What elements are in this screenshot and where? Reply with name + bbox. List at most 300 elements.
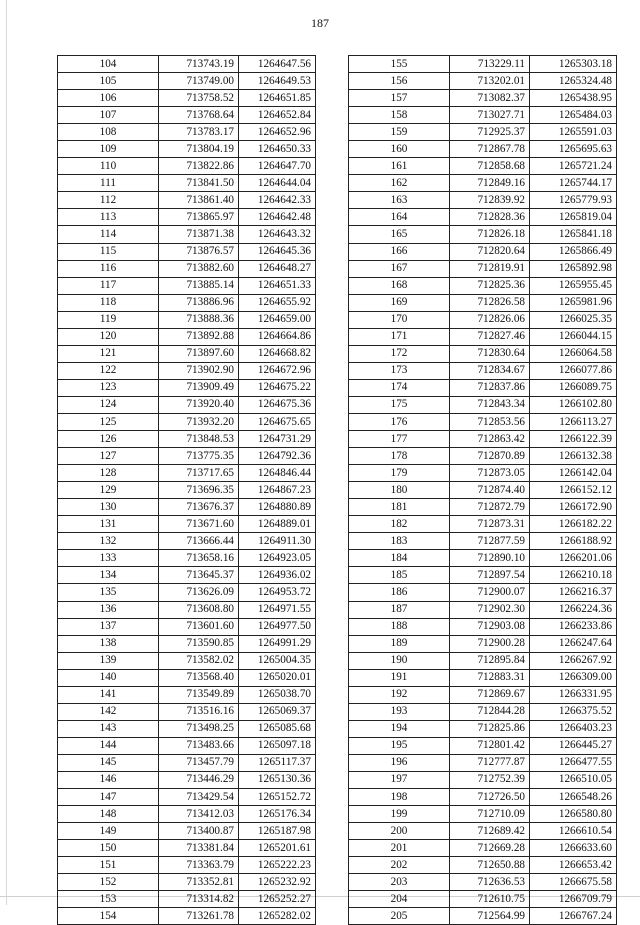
point-number-cell: 144 xyxy=(58,737,159,754)
table-row xyxy=(58,669,316,686)
y-coordinate-cell: 1264659.00 xyxy=(239,311,316,328)
point-number-cell: 172 xyxy=(349,345,450,362)
table-row xyxy=(58,396,316,413)
table-row xyxy=(58,789,316,806)
x-coordinate-cell: 713902.90 xyxy=(159,362,239,379)
table-row xyxy=(58,379,316,396)
point-number-cell: 165 xyxy=(349,226,450,243)
point-number-cell: 140 xyxy=(58,669,159,686)
y-coordinate-cell: 1266610.54 xyxy=(530,823,617,840)
x-coordinate-cell: 712825.36 xyxy=(450,277,530,294)
point-number-cell: 134 xyxy=(58,567,159,584)
y-coordinate-cell: 1266247.64 xyxy=(530,635,617,652)
table-row xyxy=(58,192,316,209)
y-coordinate-cell: 1264923.05 xyxy=(239,550,316,567)
point-number-cell: 200 xyxy=(349,823,450,840)
table-row xyxy=(58,294,316,311)
table-row xyxy=(58,516,316,533)
y-coordinate-cell: 1266267.92 xyxy=(530,652,617,669)
y-coordinate-cell: 1265020.01 xyxy=(239,669,316,686)
x-coordinate-cell: 713861.40 xyxy=(159,192,239,209)
x-coordinate-cell: 712900.28 xyxy=(450,635,530,652)
x-coordinate-cell: 713498.25 xyxy=(159,720,239,737)
x-coordinate-cell: 713897.60 xyxy=(159,345,239,362)
y-coordinate-cell: 1266767.24 xyxy=(530,908,617,925)
x-coordinate-cell: 712826.58 xyxy=(450,294,530,311)
point-number-cell: 119 xyxy=(58,311,159,328)
x-coordinate-cell: 713882.60 xyxy=(159,260,239,277)
x-coordinate-cell: 712564.99 xyxy=(450,908,530,925)
y-coordinate-cell: 1266548.26 xyxy=(530,789,617,806)
table-row xyxy=(349,482,617,499)
table-row xyxy=(349,584,617,601)
x-coordinate-cell: 713568.40 xyxy=(159,669,239,686)
x-coordinate-cell: 713865.97 xyxy=(159,209,239,226)
y-coordinate-cell: 1266210.18 xyxy=(530,567,617,584)
table-row xyxy=(58,550,316,567)
y-coordinate-cell: 1265303.18 xyxy=(530,56,617,73)
point-number-cell: 133 xyxy=(58,550,159,567)
point-number-cell: 127 xyxy=(58,448,159,465)
x-coordinate-cell: 712897.54 xyxy=(450,567,530,584)
x-coordinate-cell: 713886.96 xyxy=(159,294,239,311)
point-number-cell: 189 xyxy=(349,635,450,652)
y-coordinate-cell: 1265085.68 xyxy=(239,720,316,737)
x-coordinate-cell: 712819.91 xyxy=(450,260,530,277)
point-number-cell: 106 xyxy=(58,90,159,107)
x-coordinate-cell: 713717.65 xyxy=(159,465,239,482)
point-number-cell: 142 xyxy=(58,703,159,720)
point-number-cell: 118 xyxy=(58,294,159,311)
x-coordinate-cell: 712837.86 xyxy=(450,379,530,396)
table-row xyxy=(58,431,316,448)
table-row xyxy=(349,516,617,533)
table-row xyxy=(58,226,316,243)
table-row xyxy=(349,413,617,430)
x-coordinate-cell: 712826.18 xyxy=(450,226,530,243)
y-coordinate-cell: 1264650.33 xyxy=(239,141,316,158)
y-coordinate-cell: 1265695.63 xyxy=(530,141,617,158)
table-row xyxy=(58,107,316,124)
table-row xyxy=(349,669,617,686)
y-coordinate-cell: 1265130.36 xyxy=(239,771,316,788)
x-coordinate-cell: 713457.79 xyxy=(159,754,239,771)
table-row xyxy=(349,840,617,857)
point-number-cell: 174 xyxy=(349,379,450,396)
point-number-cell: 196 xyxy=(349,754,450,771)
point-number-cell: 181 xyxy=(349,499,450,516)
x-coordinate-cell: 712877.59 xyxy=(450,533,530,550)
x-coordinate-cell: 712710.09 xyxy=(450,806,530,823)
table-row xyxy=(349,618,617,635)
point-number-cell: 197 xyxy=(349,771,450,788)
point-number-cell: 125 xyxy=(58,413,159,430)
x-coordinate-cell: 713658.16 xyxy=(159,550,239,567)
table-row xyxy=(349,311,617,328)
table-row xyxy=(349,328,617,345)
table-row xyxy=(58,857,316,874)
point-number-cell: 116 xyxy=(58,260,159,277)
y-coordinate-cell: 1266580.80 xyxy=(530,806,617,823)
point-number-cell: 138 xyxy=(58,635,159,652)
table-row xyxy=(349,294,617,311)
point-number-cell: 136 xyxy=(58,601,159,618)
y-coordinate-cell: 1265484.03 xyxy=(530,107,617,124)
table-row xyxy=(349,720,617,737)
point-number-cell: 198 xyxy=(349,789,450,806)
point-number-cell: 176 xyxy=(349,413,450,430)
table-row xyxy=(349,857,617,874)
table-row xyxy=(58,260,316,277)
y-coordinate-cell: 1265282.02 xyxy=(239,908,316,925)
x-coordinate-cell: 713888.36 xyxy=(159,311,239,328)
table-row xyxy=(58,124,316,141)
x-coordinate-cell: 712872.79 xyxy=(450,499,530,516)
x-coordinate-cell: 713920.40 xyxy=(159,396,239,413)
table-row xyxy=(349,533,617,550)
x-coordinate-cell: 712867.78 xyxy=(450,141,530,158)
point-number-cell: 137 xyxy=(58,618,159,635)
y-coordinate-cell: 1266172.90 xyxy=(530,499,617,516)
point-number-cell: 108 xyxy=(58,124,159,141)
x-coordinate-cell: 713381.84 xyxy=(159,840,239,857)
table-row xyxy=(58,482,316,499)
point-number-cell: 107 xyxy=(58,107,159,124)
table-row xyxy=(349,379,617,396)
point-number-cell: 190 xyxy=(349,652,450,669)
x-coordinate-cell: 713412.03 xyxy=(159,806,239,823)
table-row xyxy=(349,226,617,243)
table-row xyxy=(58,311,316,328)
y-coordinate-cell: 1264648.27 xyxy=(239,260,316,277)
y-coordinate-cell: 1264971.55 xyxy=(239,601,316,618)
y-coordinate-cell: 1265004.35 xyxy=(239,652,316,669)
y-coordinate-cell: 1264731.29 xyxy=(239,431,316,448)
point-number-cell: 177 xyxy=(349,431,450,448)
x-coordinate-cell: 712858.68 xyxy=(450,158,530,175)
table-row xyxy=(349,806,617,823)
x-coordinate-cell: 712844.28 xyxy=(450,703,530,720)
table-row xyxy=(58,652,316,669)
y-coordinate-cell: 1264642.33 xyxy=(239,192,316,209)
y-coordinate-cell: 1264645.36 xyxy=(239,243,316,260)
table-row xyxy=(58,73,316,90)
point-number-cell: 117 xyxy=(58,277,159,294)
y-coordinate-cell: 1264675.22 xyxy=(239,379,316,396)
point-number-cell: 130 xyxy=(58,499,159,516)
y-coordinate-cell: 1265721.24 xyxy=(530,158,617,175)
x-coordinate-cell: 712689.42 xyxy=(450,823,530,840)
x-coordinate-cell: 713848.53 xyxy=(159,431,239,448)
y-coordinate-cell: 1264651.85 xyxy=(239,90,316,107)
table-row xyxy=(349,56,617,73)
x-coordinate-cell: 713601.60 xyxy=(159,618,239,635)
x-coordinate-cell: 712890.10 xyxy=(450,550,530,567)
point-number-cell: 143 xyxy=(58,720,159,737)
x-coordinate-cell: 713582.02 xyxy=(159,652,239,669)
table-row xyxy=(58,533,316,550)
x-coordinate-cell: 713608.80 xyxy=(159,601,239,618)
x-coordinate-cell: 712873.05 xyxy=(450,465,530,482)
y-coordinate-cell: 1264642.48 xyxy=(239,209,316,226)
y-coordinate-cell: 1265069.37 xyxy=(239,703,316,720)
x-coordinate-cell: 713082.37 xyxy=(450,90,530,107)
x-coordinate-cell: 713775.35 xyxy=(159,448,239,465)
point-number-cell: 188 xyxy=(349,618,450,635)
x-coordinate-cell: 712870.89 xyxy=(450,448,530,465)
point-number-cell: 139 xyxy=(58,652,159,669)
x-coordinate-cell: 712752.39 xyxy=(450,771,530,788)
x-coordinate-cell: 713696.35 xyxy=(159,482,239,499)
y-coordinate-cell: 1266510.05 xyxy=(530,771,617,788)
y-coordinate-cell: 1266122.39 xyxy=(530,431,617,448)
y-coordinate-cell: 1266216.37 xyxy=(530,584,617,601)
point-number-cell: 191 xyxy=(349,669,450,686)
table-row xyxy=(349,789,617,806)
y-coordinate-cell: 1264652.84 xyxy=(239,107,316,124)
point-number-cell: 135 xyxy=(58,584,159,601)
table-row xyxy=(58,703,316,720)
table-row xyxy=(58,686,316,703)
table-row xyxy=(58,56,316,73)
y-coordinate-cell: 1266403.23 xyxy=(530,720,617,737)
y-coordinate-cell: 1265222.23 xyxy=(239,857,316,874)
y-coordinate-cell: 1266309.00 xyxy=(530,669,617,686)
table-row xyxy=(58,362,316,379)
y-coordinate-cell: 1266653.42 xyxy=(530,857,617,874)
x-coordinate-cell: 712849.16 xyxy=(450,175,530,192)
x-coordinate-cell: 712902.30 xyxy=(450,601,530,618)
x-coordinate-cell: 713676.37 xyxy=(159,499,239,516)
y-coordinate-cell: 1266142.04 xyxy=(530,465,617,482)
x-coordinate-cell: 712826.06 xyxy=(450,311,530,328)
table-row xyxy=(349,737,617,754)
x-coordinate-cell: 713783.17 xyxy=(159,124,239,141)
y-coordinate-cell: 1265892.98 xyxy=(530,260,617,277)
point-number-cell: 153 xyxy=(58,891,159,908)
table-row xyxy=(58,601,316,618)
table-row xyxy=(349,874,617,891)
y-coordinate-cell: 1265176.34 xyxy=(239,806,316,823)
y-coordinate-cell: 1264643.32 xyxy=(239,226,316,243)
x-coordinate-cell: 713822.86 xyxy=(159,158,239,175)
table-row xyxy=(58,584,316,601)
y-coordinate-cell: 1264991.29 xyxy=(239,635,316,652)
y-coordinate-cell: 1265232.92 xyxy=(239,874,316,891)
x-coordinate-cell: 712726.50 xyxy=(450,789,530,806)
x-coordinate-cell: 712820.64 xyxy=(450,243,530,260)
point-number-cell: 205 xyxy=(349,908,450,925)
y-coordinate-cell: 1266224.36 xyxy=(530,601,617,618)
x-coordinate-cell: 712869.67 xyxy=(450,686,530,703)
y-coordinate-cell: 1264647.70 xyxy=(239,158,316,175)
x-coordinate-cell: 713400.87 xyxy=(159,823,239,840)
table-row xyxy=(349,209,617,226)
point-number-cell: 164 xyxy=(349,209,450,226)
y-coordinate-cell: 1266709.79 xyxy=(530,891,617,908)
x-coordinate-cell: 713876.57 xyxy=(159,243,239,260)
table-row xyxy=(349,635,617,652)
table-row xyxy=(349,448,617,465)
point-number-cell: 159 xyxy=(349,124,450,141)
x-coordinate-cell: 713314.82 xyxy=(159,891,239,908)
y-coordinate-cell: 1266113.27 xyxy=(530,413,617,430)
y-coordinate-cell: 1266152.12 xyxy=(530,482,617,499)
x-coordinate-cell: 712825.86 xyxy=(450,720,530,737)
x-coordinate-cell: 713758.52 xyxy=(159,90,239,107)
point-number-cell: 169 xyxy=(349,294,450,311)
table-row xyxy=(349,277,617,294)
table-row xyxy=(58,754,316,771)
y-coordinate-cell: 1266445.27 xyxy=(530,737,617,754)
point-number-cell: 182 xyxy=(349,516,450,533)
y-coordinate-cell: 1264651.33 xyxy=(239,277,316,294)
x-coordinate-cell: 713229.11 xyxy=(450,56,530,73)
x-coordinate-cell: 713645.37 xyxy=(159,567,239,584)
y-coordinate-cell: 1264936.02 xyxy=(239,567,316,584)
point-number-cell: 183 xyxy=(349,533,450,550)
y-coordinate-cell: 1264668.82 xyxy=(239,345,316,362)
point-number-cell: 167 xyxy=(349,260,450,277)
y-coordinate-cell: 1266375.52 xyxy=(530,703,617,720)
point-number-cell: 155 xyxy=(349,56,450,73)
point-number-cell: 128 xyxy=(58,465,159,482)
table-row xyxy=(349,107,617,124)
table-row xyxy=(349,908,617,925)
y-coordinate-cell: 1264649.53 xyxy=(239,73,316,90)
page-number: 187 xyxy=(311,16,329,30)
point-number-cell: 171 xyxy=(349,328,450,345)
x-coordinate-cell: 713446.29 xyxy=(159,771,239,788)
x-coordinate-cell: 713363.79 xyxy=(159,857,239,874)
table-row xyxy=(349,550,617,567)
point-number-cell: 162 xyxy=(349,175,450,192)
table-row xyxy=(58,90,316,107)
x-coordinate-cell: 713666.44 xyxy=(159,533,239,550)
point-number-cell: 149 xyxy=(58,823,159,840)
x-coordinate-cell: 713626.09 xyxy=(159,584,239,601)
x-coordinate-cell: 712895.84 xyxy=(450,652,530,669)
point-number-cell: 145 xyxy=(58,754,159,771)
point-number-cell: 126 xyxy=(58,431,159,448)
x-coordinate-cell: 713804.19 xyxy=(159,141,239,158)
x-coordinate-cell: 712801.42 xyxy=(450,737,530,754)
y-coordinate-cell: 1266102.80 xyxy=(530,396,617,413)
table-row xyxy=(349,601,617,618)
table-row xyxy=(349,499,617,516)
x-coordinate-cell: 712636.53 xyxy=(450,874,530,891)
y-coordinate-cell: 1265779.93 xyxy=(530,192,617,209)
y-coordinate-cell: 1264846.44 xyxy=(239,465,316,482)
table-row xyxy=(349,345,617,362)
table-row xyxy=(349,431,617,448)
point-number-cell: 132 xyxy=(58,533,159,550)
x-coordinate-cell: 713932.20 xyxy=(159,413,239,430)
point-number-cell: 173 xyxy=(349,362,450,379)
x-coordinate-cell: 712669.28 xyxy=(450,840,530,857)
point-number-cell: 161 xyxy=(349,158,450,175)
point-number-cell: 112 xyxy=(58,192,159,209)
table-row xyxy=(58,499,316,516)
x-coordinate-cell: 713749.00 xyxy=(159,73,239,90)
point-number-cell: 184 xyxy=(349,550,450,567)
y-coordinate-cell: 1266477.55 xyxy=(530,754,617,771)
y-coordinate-cell: 1264792.36 xyxy=(239,448,316,465)
table-row xyxy=(349,567,617,584)
table-row xyxy=(58,720,316,737)
table-row xyxy=(349,652,617,669)
y-coordinate-cell: 1266675.58 xyxy=(530,874,617,891)
x-coordinate-cell: 712777.87 xyxy=(450,754,530,771)
table-row xyxy=(58,840,316,857)
point-number-cell: 146 xyxy=(58,771,159,788)
y-coordinate-cell: 1266025.35 xyxy=(530,311,617,328)
table-row xyxy=(349,823,617,840)
point-number-cell: 158 xyxy=(349,107,450,124)
x-coordinate-cell: 712834.67 xyxy=(450,362,530,379)
point-number-cell: 185 xyxy=(349,567,450,584)
y-coordinate-cell: 1265438.95 xyxy=(530,90,617,107)
x-coordinate-cell: 712827.46 xyxy=(450,328,530,345)
table-row xyxy=(349,73,617,90)
table-row xyxy=(58,158,316,175)
x-coordinate-cell: 712839.92 xyxy=(450,192,530,209)
table-row xyxy=(58,141,316,158)
point-number-cell: 120 xyxy=(58,328,159,345)
table-row xyxy=(349,771,617,788)
point-number-cell: 163 xyxy=(349,192,450,209)
table-row xyxy=(349,124,617,141)
y-coordinate-cell: 1264867.23 xyxy=(239,482,316,499)
y-coordinate-cell: 1264911.30 xyxy=(239,533,316,550)
point-number-cell: 199 xyxy=(349,806,450,823)
point-number-cell: 109 xyxy=(58,141,159,158)
x-coordinate-cell: 712883.31 xyxy=(450,669,530,686)
y-coordinate-cell: 1265866.49 xyxy=(530,243,617,260)
point-number-cell: 204 xyxy=(349,891,450,908)
point-number-cell: 193 xyxy=(349,703,450,720)
x-coordinate-cell: 712650.88 xyxy=(450,857,530,874)
table-row xyxy=(58,345,316,362)
point-number-cell: 156 xyxy=(349,73,450,90)
x-coordinate-cell: 713549.89 xyxy=(159,686,239,703)
table-row xyxy=(349,362,617,379)
y-coordinate-cell: 1266201.06 xyxy=(530,550,617,567)
x-coordinate-cell: 713892.88 xyxy=(159,328,239,345)
x-coordinate-cell: 713261.78 xyxy=(159,908,239,925)
table-row xyxy=(349,260,617,277)
x-coordinate-cell: 712903.08 xyxy=(450,618,530,635)
y-coordinate-cell: 1264652.96 xyxy=(239,124,316,141)
point-number-cell: 150 xyxy=(58,840,159,857)
table-row xyxy=(58,874,316,891)
table-row xyxy=(349,686,617,703)
y-coordinate-cell: 1266132.38 xyxy=(530,448,617,465)
table-row xyxy=(58,908,316,925)
y-coordinate-cell: 1266188.92 xyxy=(530,533,617,550)
y-coordinate-cell: 1264675.65 xyxy=(239,413,316,430)
y-coordinate-cell: 1265152.72 xyxy=(239,789,316,806)
y-coordinate-cell: 1266089.75 xyxy=(530,379,617,396)
y-coordinate-cell: 1264647.56 xyxy=(239,56,316,73)
point-number-cell: 203 xyxy=(349,874,450,891)
point-number-cell: 129 xyxy=(58,482,159,499)
point-number-cell: 175 xyxy=(349,396,450,413)
y-coordinate-cell: 1264675.36 xyxy=(239,396,316,413)
coordinates-table-left xyxy=(57,55,316,925)
y-coordinate-cell: 1265201.61 xyxy=(239,840,316,857)
x-coordinate-cell: 713885.14 xyxy=(159,277,239,294)
